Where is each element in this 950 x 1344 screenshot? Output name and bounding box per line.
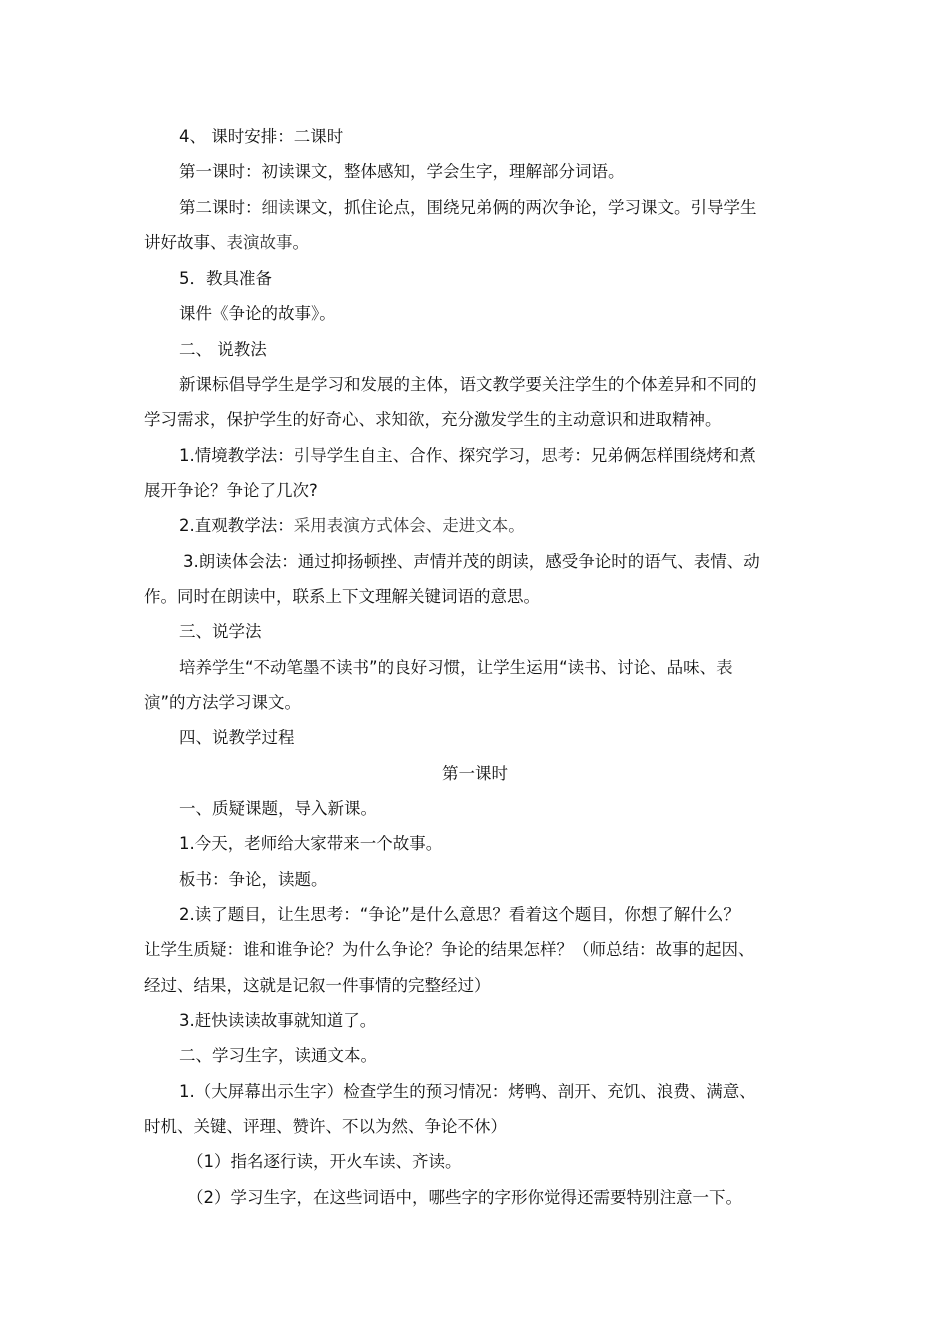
text-line — [179, 196, 757, 220]
text-segment: 。 — [292, 233, 309, 252]
text-segment: 表演故事 — [226, 233, 293, 252]
text-line — [179, 444, 756, 468]
text-line: 让学生质疑：谁和谁争论？为什么争论？争论的结果怎样？（师总结：故事的起因、 — [144, 940, 755, 959]
text-segment: ”的方法学习课文。 — [160, 693, 302, 712]
text-segment: 学生自主、合作、探究学习， — [326, 446, 542, 465]
text-segment: 培养学生“不动笔墨不读书”的良好习惯，让学生运用“读书、讨论、品味、 — [179, 658, 717, 677]
lesson-title: 第一课时 — [442, 764, 508, 783]
section-heading: 四、说教学过程 — [179, 728, 295, 747]
section-heading: 一、质疑课题，导入新课。 — [179, 799, 377, 818]
text-segment: 表 — [716, 658, 733, 677]
text-line: 1.今天，老师给大家带来一个故事。 — [179, 834, 443, 853]
text-line: 经过、结果，这就是记叙一件事情的完整经过） — [144, 976, 491, 995]
text-line — [144, 231, 309, 255]
text-line — [144, 691, 301, 715]
section-heading: 二、学习生字，读通文本。 — [179, 1046, 377, 1065]
text-line: （1）指名逐行读，开火车读、齐读。 — [187, 1152, 462, 1171]
text-line: 3.赶快读读故事就知道了。 — [179, 1011, 377, 1030]
text-line: 4、 课时安排：二课时 — [179, 127, 344, 146]
text-segment: 引导 — [293, 446, 327, 465]
text-line: 新课标倡导学生是学习和发展的主体，语文教学要关注学生的个体差异和不同的 — [179, 375, 757, 394]
text-segment: 第二课时： — [179, 198, 262, 217]
text-segment: 2.直观教学法： — [179, 516, 294, 535]
text-line: 课件《争论的故事》。 — [179, 304, 336, 323]
text-line: 作。同时在朗读中，联系上下文理解关键词语的意思。 — [144, 587, 540, 606]
text-line: 2.读了题目，让生思考：“争论”是什么意思？看着这个题目，你想了解什么？ — [179, 905, 740, 924]
text-segment: 讲好故事、 — [144, 233, 227, 252]
text-line — [179, 656, 733, 680]
text-segment: 课文，抓住论点，围绕兄弟俩的两次争论，学习课文。引导学生 — [294, 198, 757, 217]
text-line: 5．教具准备 — [179, 269, 272, 288]
text-segment: 思考 — [541, 446, 575, 465]
text-line: 展开争论？争论了几次? — [144, 481, 318, 500]
section-heading: 三、说学法 — [179, 622, 262, 641]
text-segment: 1.情境教学法： — [179, 446, 294, 465]
text-line: （2）学习生字，在这些词语中，哪些字的字形你觉得还需要特别注意一下。 — [187, 1188, 742, 1207]
text-line: 第一课时：初读课文，整体感知，学会生字，理解部分词语。 — [179, 162, 625, 181]
section-heading: 二、 说教法 — [179, 340, 267, 359]
text-line: 时机、关键、评理、赞许、不以为然、争论不休） — [144, 1117, 507, 1136]
text-segment: 采用表演方式体会、走进文本。 — [293, 516, 525, 535]
text-segment: ：兄弟俩怎样围绕烤和煮 — [574, 446, 756, 465]
text-line — [179, 514, 525, 538]
text-line: 学习需求，保护学生的好奇心、求知欲，充分激发学生的主动意识和进取精神。 — [144, 410, 722, 429]
text-line: 1.（大屏幕出示生字）检查学生的预习情况：烤鸭、剖开、充饥、浪费、满意、 — [179, 1082, 756, 1101]
text-segment: 细读 — [261, 198, 295, 217]
text-segment: 演 — [144, 693, 161, 712]
text-line: 板书：争论，读题。 — [179, 870, 328, 889]
text-line: 3.朗读体会法：通过抑扬顿挫、声情并茂的朗读，感受争论时的语气、表情、动 — [183, 552, 760, 571]
